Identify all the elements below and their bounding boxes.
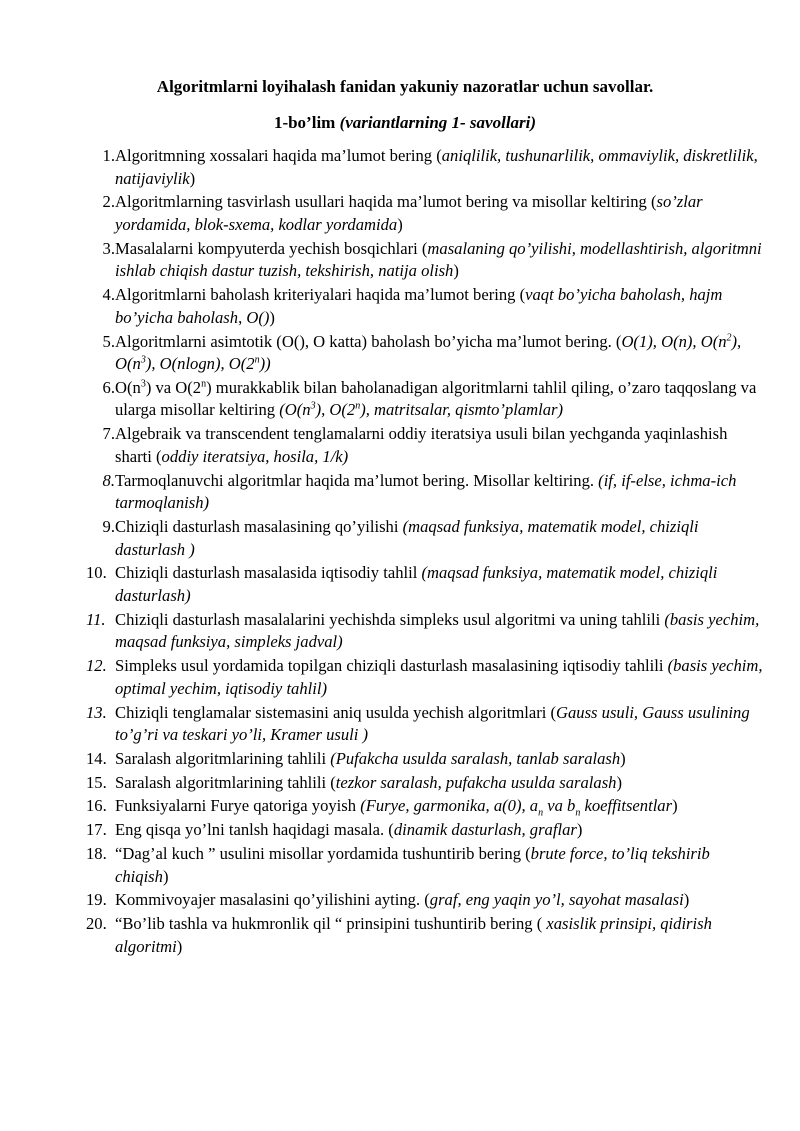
question-text-part: Algoritmlarni asimtotik (O(), O katta) baholash bo’yicha ma’lumot bering. ( <box>115 331 622 351</box>
question-text-part: masalaning qo’yilishi, modellashtirish, algoritmni ishlab chiqish dastur tuzish, tekshirish, natija olish <box>115 238 762 281</box>
question-text-part: ) <box>453 261 459 281</box>
question-text-part: ) <box>576 820 583 840</box>
question-text-part: n <box>538 807 544 819</box>
question-number: 10. <box>86 563 107 583</box>
question-item <box>86 423 766 468</box>
question-item <box>86 562 766 607</box>
question-item <box>86 655 766 700</box>
question-number: 7. <box>102 424 115 444</box>
question-text-part: ), O(n <box>115 331 742 374</box>
question-number: 14. <box>86 748 107 768</box>
question-text-part: (Pufakcha usulda saralash, tanlab saralash <box>330 748 621 768</box>
question-text-part: O(n <box>115 377 141 397</box>
question-text-part: Tarmoqlanuvchi algoritmlar haqida ma’lumot bering. Misollar keltiring. <box>115 470 599 490</box>
question-text-part: (maqsad funksiya, matematik model, chiziqli dasturlash ) <box>115 517 699 559</box>
question-text-part: O(1), O(n), O(n <box>621 331 727 351</box>
question-text-part: O() <box>246 307 270 327</box>
question-number: 17. <box>86 820 107 840</box>
question-text-part: Saralash algoritmlarining tahlili <box>115 748 331 768</box>
question-text-part: (basis yechim, maqsad funksiya, simpleks jadval) <box>115 609 760 652</box>
question-text-part: ) <box>397 214 403 234</box>
question-text-part: ) <box>620 748 626 768</box>
question-text-part: “Bo’lib tashla va hukmronlik qil “ prinsipini tushuntirib bering ( <box>115 914 547 934</box>
question-text-part: Eng qisqa yo’lni tanlsh haqidagi masala. ( <box>115 820 394 840</box>
question-text-part: Algoritmning xossalari haqida ma’lumot bering ( <box>115 146 442 165</box>
question-item <box>86 331 766 376</box>
question-text-part: graf, eng yaqin yo’l, sayohat masalasi <box>429 890 684 910</box>
question-text <box>115 516 766 561</box>
question-text <box>115 913 766 958</box>
question-number: 8. <box>102 470 115 490</box>
question-text-part: Algoritmlarning tasvirlash usullari haqida ma’lumot bering va misollar keltiring ( <box>115 192 657 212</box>
question-text-part: Chiziqli dasturlash masalasining qo’yilishi <box>115 517 403 536</box>
question-text-part: Chiziqli tenglamalar sistemasini aniq usulda yechish algoritmlari ( <box>115 702 557 722</box>
question-text <box>115 655 766 700</box>
question-number: 1. <box>102 146 115 165</box>
question-text <box>115 819 766 842</box>
question-text-part: ) <box>162 866 169 886</box>
question-text-part: ), O(nlogn), O(2 <box>145 354 255 374</box>
question-text-part: Chiziqli dasturlash masalasida iqtisodiy tahlil <box>115 563 422 583</box>
question-text-part: ) va O(2 <box>145 377 202 397</box>
question-number: 20. <box>86 914 107 934</box>
question-text <box>115 470 766 515</box>
section-heading <box>0 112 800 134</box>
question-number: 4. <box>102 285 115 305</box>
question-item <box>86 702 766 747</box>
question-list <box>86 145 766 960</box>
question-item <box>86 772 766 795</box>
question-number: 3. <box>102 238 115 258</box>
question-item <box>86 913 766 958</box>
question-text-part: Funksiyalarni Furye qatoriga yoyish <box>115 796 361 816</box>
question-text-part: n <box>575 807 581 819</box>
question-text-part: tezkor saralash, pufakcha usulda saralash <box>335 772 617 792</box>
question-text <box>115 423 766 468</box>
question-text <box>115 748 766 771</box>
question-text-part: n <box>355 400 361 412</box>
section-label: 1-bo’lim <box>273 113 336 132</box>
question-text <box>115 609 766 654</box>
question-text-part: Algoritmlarni baholash kriteriyalari haqida ma’lumot bering ( <box>115 285 526 305</box>
question-text-part: Simpleks usul yordamida topilgan chiziqli dasturlash masalasining iqtisodiy tahlili <box>115 656 668 676</box>
question-text-part: aniqlilik, tushunarlilik, ommaviylik, diskretlilik, natijaviylik <box>115 146 758 188</box>
question-text-part: (O(n <box>279 400 311 420</box>
question-text-part: ) <box>269 307 275 327</box>
question-item <box>86 819 766 842</box>
question-number: 13. <box>86 702 107 722</box>
question-text-part: 3 <box>140 378 146 390</box>
question-item <box>86 284 766 329</box>
question-number: 9. <box>102 517 115 536</box>
question-text-part: ) murakkablik bilan baholanadigan algoritmlarni tahlil qiling, o’zaro taqqoslang va ularga misollar keltiring <box>115 377 757 420</box>
question-item <box>86 470 766 515</box>
question-text <box>115 331 766 376</box>
question-number: 18. <box>86 844 107 863</box>
question-number: 2. <box>102 192 115 212</box>
question-text-part: n <box>254 354 260 366</box>
question-text-part: 3 <box>310 400 316 412</box>
question-text-part: ), matritsalar, qismto’plamlar) <box>360 400 564 420</box>
question-item <box>86 145 766 190</box>
question-number: 19. <box>86 890 107 910</box>
question-text-part: vaqt bo’yicha baholash, hajm bo’yicha baholash <box>115 285 723 327</box>
question-text-part: )) <box>259 354 271 374</box>
question-text-part: (Furye, garmonika, a(0), a <box>360 796 539 816</box>
question-text-part: Masalalarni kompyuterda yechish bosqichlari ( <box>115 238 428 258</box>
question-item <box>86 516 766 561</box>
question-text-part: , <box>238 307 247 327</box>
question-text <box>115 843 766 888</box>
question-text <box>115 238 766 283</box>
question-text <box>115 889 766 912</box>
document-title: Algoritmlarni loyihalash fanidan yakuniy nazoratlar uchun savollar. <box>156 77 654 96</box>
question-text-part: 2 <box>726 331 732 343</box>
question-text-part: dinamik dasturlash, graflar <box>393 820 577 840</box>
question-number: 16. <box>86 796 107 816</box>
question-text-part: ) <box>672 796 678 816</box>
question-number: 11. <box>86 609 106 629</box>
question-text-part: koeffitsentlar <box>580 796 673 816</box>
question-text-part: (maqsad funksiya, matematik model, chiziqli dasturlash) <box>115 563 718 605</box>
question-item <box>86 748 766 771</box>
question-text <box>115 562 766 607</box>
question-text-part: Saralash algoritmlarining tahlili ( <box>115 772 336 792</box>
question-number: 12. <box>86 656 107 676</box>
question-text-part: Chiziqli dasturlash masalalarini yechishda simpleks usul algoritmi va uning tahlili <box>115 609 665 629</box>
question-item <box>86 377 766 422</box>
question-text-part: Kommivoyajer masalasini qo’yilishini ayting. ( <box>115 890 430 910</box>
question-text <box>115 702 766 747</box>
question-text-part: n <box>201 378 207 390</box>
question-text-part: va b <box>543 796 576 816</box>
question-text-part: ) <box>176 936 183 956</box>
question-item <box>86 843 766 888</box>
question-number: 6. <box>102 377 115 397</box>
question-text-part: “Dag’al kuch ” usulini misollar yordamida tushuntirib bering ( <box>115 844 531 863</box>
question-text-part: (basis yechim, optimal yechim, iqtisodiy tahlil) <box>115 656 763 698</box>
question-item <box>86 609 766 654</box>
question-text <box>115 284 766 329</box>
question-text-part: ), O(2 <box>315 400 356 420</box>
question-text-part: brute force, to’liq tekshirib chiqish <box>115 844 710 886</box>
question-text-part: Gauss usuli, Gauss usulining to’g’ri va teskari yo’li, Kramer usuli ) <box>115 702 750 745</box>
question-text <box>115 772 766 795</box>
question-number: 15. <box>86 772 107 792</box>
question-text-part: 3 <box>140 354 146 366</box>
question-text-part: xasislik prinsipi, qidirish algoritmi <box>115 914 712 956</box>
question-text-part: (if, if-else, ichma-ich tarmoqlanish) <box>115 470 737 513</box>
question-item <box>86 795 766 818</box>
question-text <box>115 145 766 190</box>
question-text-part: Algebraik va transcendent tenglamalarni oddiy iteratsiya usuli bilan yechganda yaqinlashish sharti ( <box>115 424 728 466</box>
question-item <box>86 238 766 283</box>
question-number: 5. <box>102 331 115 351</box>
question-text-part: oddiy iteratsiya, hosila, 1/k) <box>161 446 349 466</box>
question-item <box>86 191 766 236</box>
question-text <box>115 377 766 422</box>
question-text <box>115 191 766 236</box>
question-text <box>115 795 766 818</box>
question-text-part: so’zlar yordamida, blok-sxema, kodlar yordamida <box>115 192 703 234</box>
section-note: (variantlarning 1- savollari) <box>339 113 537 132</box>
question-text-part: ) <box>616 772 622 792</box>
question-item <box>86 889 766 912</box>
question-text-part: ) <box>683 890 690 910</box>
question-text-part: ) <box>189 168 196 188</box>
